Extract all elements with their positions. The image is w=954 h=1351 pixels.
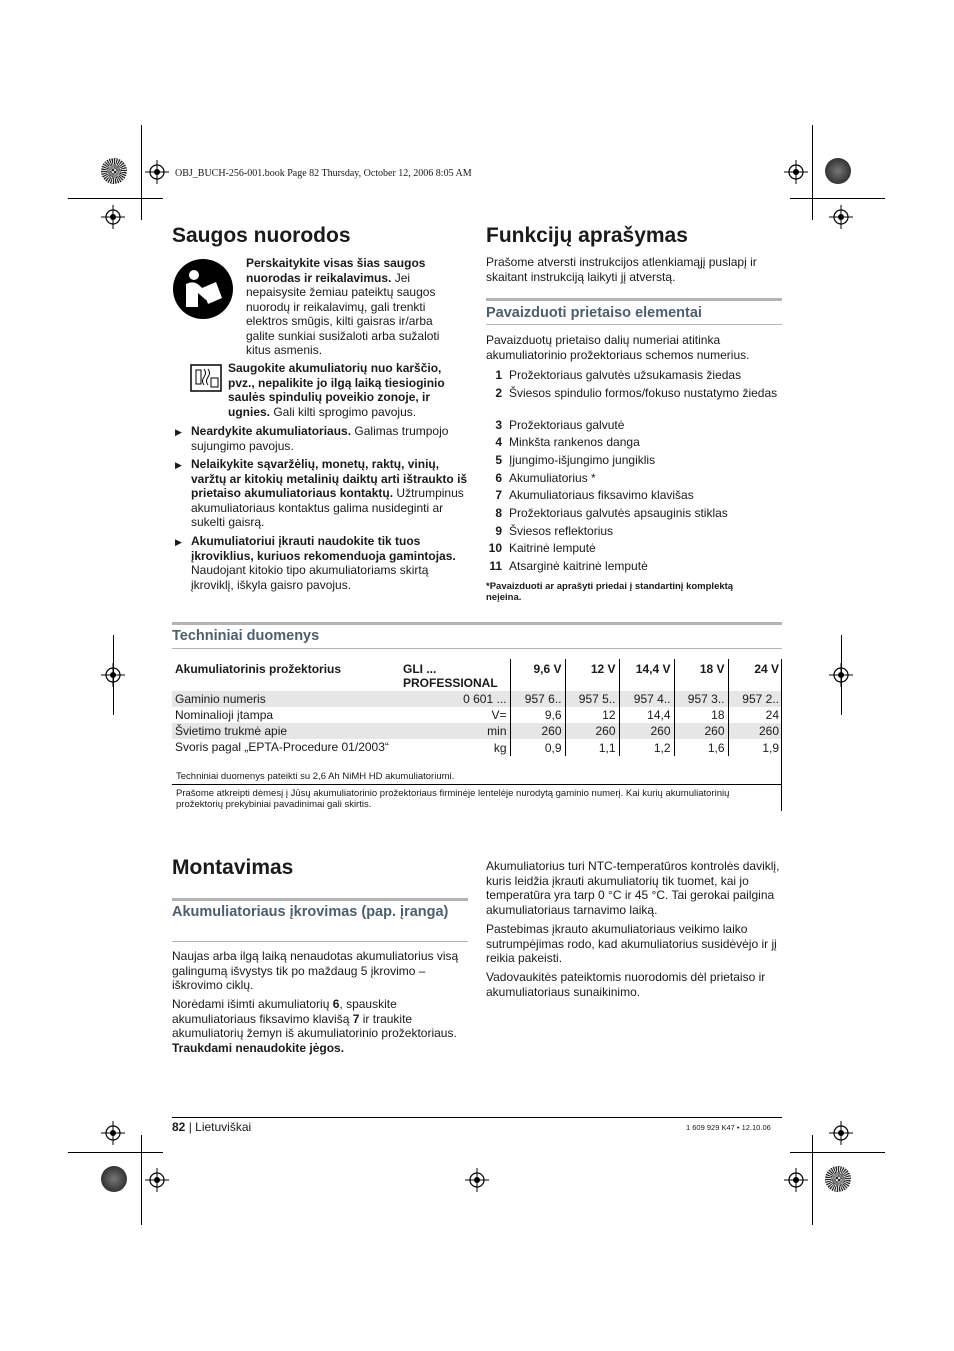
table-divider (172, 784, 782, 785)
col-voltage: 12 V (565, 659, 619, 691)
col-voltage: 24 V (728, 659, 782, 691)
color-dial-icon (825, 1166, 851, 1192)
col-voltage: 18 V (674, 659, 728, 691)
footer-code: 1 609 929 K47 • 12.10.06 (686, 1123, 771, 1132)
list-item: 4 Minkšta rankenos danga (495, 435, 640, 449)
table-row: Svoris pagal „EPTA-Procedure 01/2003“ kg 0,9 1,1 1,2 1,6 1,9 (172, 739, 782, 756)
gray-dial-icon (101, 1166, 127, 1192)
list-item: 5 Įjungimo-išjungimo jungiklis (495, 453, 656, 467)
list-item: 9 Šviesos reflektorius (495, 524, 614, 538)
assembly-title: Montavimas (172, 856, 294, 879)
color-dial-icon (101, 158, 127, 184)
safety-bullet: ▶ Neardykite akumuliatoriaus. Galimas trumpojo sujungimo pavojus. (175, 424, 449, 453)
battery-heat-icon (190, 364, 222, 392)
registration-mark-icon (784, 1168, 808, 1192)
list-item: 7 Akumuliatoriaus fiksavimo klavišas (495, 488, 694, 502)
charge-paragraph: Norėdami išimti akumuliatorių 6, spauskite akumuliatoriaus fiksavimo klavišą 7 ir traukite akumuliatorių žemyn iš akumuliatorinio prožektoriaus. Traukdami nenaudokite jėgos. (172, 997, 457, 1055)
accessory-note: *Pavaizduoti ar aprašyti priedai į standartinį komplektą neįeina. (486, 581, 734, 603)
safety-intro: Perskaitykite visas šias saugos nuorodas ir reikalavimus. Jei nepaisysite žemiau pateiktų saugos nuorodų ir reikalavimų, gali trenkti elektros smūgis, kilti gaisras ir/arba galite sunkiai susižaloti arba sužaloti kitus asmenis. (246, 256, 440, 357)
list-item: 1 Prožektoriaus galvutės užsukamasis žiedas (495, 368, 742, 382)
registration-mark-icon (101, 663, 125, 687)
section-rule (486, 298, 782, 301)
registration-mark-icon (145, 1168, 169, 1192)
elements-title: Pavaizduoti prietaiso elementai (486, 305, 702, 321)
tech-data-table (172, 659, 782, 756)
table-row: Švietimo trukmė apie min 260 260 260 260 260 (172, 723, 782, 739)
section-rule (486, 324, 782, 325)
col-voltage: 14,4 V (619, 659, 674, 691)
table-row: Nominalioji įtampa V= 9,6 12 14,4 18 24 (172, 707, 782, 723)
bullet-triangle-icon: ▶ (175, 537, 182, 547)
registration-mark-icon (145, 160, 169, 184)
list-item: 8 Prožektoriaus galvutės apsauginis stiklas (495, 506, 728, 520)
list-item: 10 Kaitrinė lemputė (488, 541, 596, 555)
tech-title: Techniniai duomenys (172, 628, 320, 644)
safety-heat-warning: Saugokite akumuliatorių nuo karščio, pvz., nepalikite jo ilgą laiką tiesioginio saulės spindulių poveikio zonoje, ir ugnies. Gali kilti sprogimo pavojus. (228, 361, 445, 419)
registration-mark-icon (465, 1168, 489, 1192)
safety-bullet: ▶ Akumuliatoriui įkrauti naudokite tik tuos įkroviklius, kuriuos rekomenduoja gamintojas. Naudojant kitokio tipo akumuliatoriams skirtą įkroviklį, iškyla gaisro pavojus. (175, 534, 456, 592)
table-border (781, 659, 782, 811)
section-rule (172, 648, 782, 649)
list-item: 6 Akumuliatorius * (495, 471, 596, 485)
section-rule (172, 898, 468, 901)
tech-note: Prašome atkreipti dėmesį į Jūsų akumuliatorinio prožektoriaus firminėje lentelėje nurodytą gaminio numerį. Kai kurių akumuliatorinių prožektorių prekybiniai pavadinimai gali skirtis. (176, 788, 730, 810)
list-item: 2 Šviesos spindulio formos/fokuso nustatymo žiedas (495, 386, 778, 400)
function-title: Funkcijų aprašymas (486, 224, 688, 247)
footer-rule (172, 1117, 782, 1118)
assembly-paragraph: Akumuliatorius turi NTC-temperatūros kontrolės daviklį, kuris leidžia įkrauti akumuliatorių tik tuomet, kai jo temperatūra yra tarp 0 °C ir 45 °C. Tai gerokai pailgina akumuliatoriaus tarnavimo laiką. (486, 859, 780, 917)
section-rule (172, 941, 468, 942)
function-intro: Prašome atversti instrukcijos atlenkiamąjį puslapį ir skaitant instrukciją laikyti jį atverstą. (486, 255, 757, 284)
list-item: 11 Atsarginė kaitrinė lemputė (489, 559, 648, 573)
safety-bullet: ▶ Nelaikykite sąvaržėlių, monetų, raktų, vinių, varžtų ar kitokių metalinių daiktų arti ištraukto iš prietaiso akumuliatoriaus kontaktų. Užtrumpinus akumuliatoriaus kontaktus galima nusideginti ar sukelti gaisrą. (175, 457, 468, 529)
safety-title: Saugos nuorodos (172, 224, 351, 247)
assembly-paragraph: Pastebimas įkrauto akumuliatoriaus veikimo laiko sutrumpėjimas rodo, kad akumuliatorius susidėvėjo ir jį reikia pakeisti. (486, 922, 777, 965)
registration-mark-icon (101, 1121, 125, 1145)
section-rule (172, 622, 782, 625)
tech-note: Techniniai duomenys pateikti su 2,6 Ah NiMH HD akumuliatoriumi. (176, 771, 455, 782)
registration-mark-icon (101, 205, 125, 229)
bullet-triangle-icon: ▶ (175, 427, 182, 437)
bullet-triangle-icon: ▶ (175, 460, 182, 470)
elements-intro: Pavaizduotų prietaiso dalių numeriai atitinka akumuliatorinio prožektoriaus schemos numerius. (486, 333, 750, 362)
registration-mark-icon (784, 160, 808, 184)
gray-dial-icon (825, 158, 851, 184)
col-product: Akumuliatorinis prožektorius (175, 662, 342, 676)
table-row: Gaminio numeris 0 601 ... 957 6.. 957 5.. 957 4.. 957 3.. 957 2.. (172, 691, 782, 707)
print-header: OBJ_BUCH-256-001.book Page 82 Thursday, October 12, 2006 8:05 AM (175, 168, 472, 179)
assembly-paragraph: Vadovaukitės pateiktomis nuorodomis dėl prietaiso ir akumuliatoriaus sunaikinimo. (486, 970, 766, 999)
col-model: GLI ... PROFESSIONAL (403, 662, 498, 690)
charge-title: Akumuliatoriaus įkrovimas (pap. įranga) (172, 904, 449, 920)
read-manual-icon (172, 258, 234, 320)
registration-mark-icon (829, 663, 853, 687)
registration-mark-icon (829, 1121, 853, 1145)
col-voltage: 9,6 V (510, 659, 565, 691)
list-item: 3 Prožektoriaus galvutė (495, 418, 625, 432)
charge-paragraph: Naujas arba ilgą laiką nenaudotas akumuliatorius visą galingumą išvystys tik po maždaug 5 įkrovimo – iškrovimo ciklų. (172, 949, 459, 992)
registration-mark-icon (829, 205, 853, 229)
footer-page: 82 | Lietuviškai (172, 1120, 252, 1134)
